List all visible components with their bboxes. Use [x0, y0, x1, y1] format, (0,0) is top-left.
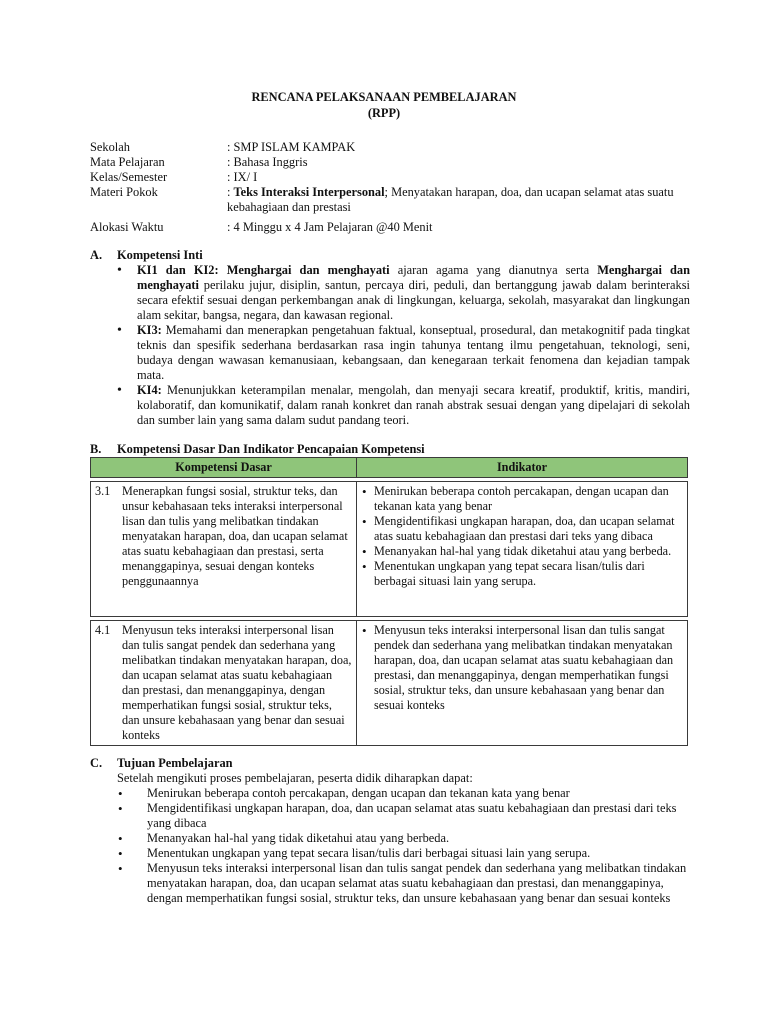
- identity-row-alokasi: [90, 220, 690, 235]
- ki-bold: Menghargai dan menghayati: [137, 263, 690, 292]
- ki-text: ajaran agama yang dianutnya serta: [389, 263, 598, 277]
- kd-text: Menerapkan fungsi sosial, struktur teks, dan unsur kebahasaan teks interaksi interpersonal lisan dan tulis yang melibatkan tindakan menyatakan harapan, doa, dan ucapan selamat atas suatu kebahagiaan dan prestasi, serta menanggapinya, sesuai dengan konteks penggunaannya: [122, 484, 348, 588]
- indicator-item: • Menentukan ungkapan yang tepat secara lisan/tulis dari berbagai situasi lain yang serupa.: [361, 559, 683, 589]
- document-title: RENCANA PELAKSANAAN PEMBELAJARAN: [251, 90, 517, 104]
- indicator-list: [361, 623, 683, 713]
- indicator-item: • Mengidentifikasi ungkapan harapan, doa, dan ucapan selamat atas suatu kebahagiaan dan prestasi dari teks yang dibaca: [361, 514, 683, 544]
- tujuan-item: • Menirukan beberapa contoh percakapan, dengan ucapan dan tekanan kata yang benar: [117, 786, 690, 801]
- section-tujuan: [90, 756, 690, 906]
- identity-value: : 4 Minggu x 4 Jam Pelajaran @40 Menit: [227, 220, 433, 234]
- indicator-cell: [357, 621, 688, 746]
- table-row: [91, 621, 688, 746]
- section-title: Tujuan Pembelajaran: [117, 756, 233, 770]
- identity-row-kelas: [90, 170, 690, 185]
- tujuan-list: [117, 786, 690, 906]
- identity-label: Kelas/Semester: [90, 170, 168, 184]
- identity-label: Mata Pelajaran: [90, 155, 165, 169]
- document-title-block: [0, 89, 768, 121]
- section-title: Kompetensi Dasar Dan Indikator Pencapaian Kompetensi: [117, 442, 425, 456]
- ki-text: perilaku jujur, disiplin, santun, percaya diri, peduli, dan bertanggung jawab dalam berinteraksi secara efektif sesuai dengan perkembangan anak di lingkungan, keluarga, sekolah, masyarakat dan lingkungan alam sekitar, bangsa, negara, dan kawasan regional.: [137, 278, 690, 322]
- kd-cell: [91, 482, 357, 617]
- ki-text: Memahami dan menerapkan pengetahuan faktual, konseptual, prosedural, dan metakognitif pada tingkat teknis dan spesifik sederhana berdasarkan rasa ingin tahunya tentang ilmu pengetahuan, teknologi, seni, budaya dengan wawasan kemanusiaan, kebangsaan, dan kenegaraan terkait fenomena dan kejadian tampak mata.: [137, 323, 690, 382]
- tujuan-item: • Menentukan ungkapan yang tepat secara lisan/tulis dari berbagai situasi lain yang serupa.: [117, 846, 690, 861]
- identity-row-materi: [90, 185, 690, 215]
- tujuan-item: • Menyusun teks interaksi interpersonal lisan dan tulis sangat pendek dan sederhana yang melibatkan tindakan menyatakan harapan, doa, dan ucapan selamat atas suatu kebahagiaan dan prestasi, dan menanggapinya, dengan memperhatikan fungsi sosial, struktur teks, dan unsure kebahasaan yang benar dan sesuai konteks: [117, 861, 690, 906]
- ki-bold: KI1 dan KI2: Menghargai dan menghayati: [137, 263, 390, 277]
- identity-row-sekolah: [90, 140, 690, 155]
- materi-bold: Teks Interaksi Interpersonal: [233, 185, 385, 199]
- identity-value: [227, 185, 687, 215]
- table-header-row: [91, 458, 688, 478]
- ki-bold: KI3:: [137, 323, 162, 337]
- tujuan-body: [90, 771, 690, 906]
- section-title: Kompetensi Inti: [117, 248, 203, 262]
- tujuan-item: • Menanyakan hal-hal yang tidak diketahui atau yang berbeda.: [117, 831, 690, 846]
- section-letter: B.: [90, 442, 102, 456]
- section-heading: [90, 248, 690, 263]
- section-kompetensi-inti: [90, 248, 690, 428]
- tujuan-intro: Setelah mengikuti proses pembelajaran, peserta didik diharapkan dapat:: [117, 771, 473, 785]
- kd-cell: [91, 621, 357, 746]
- identity-value: : IX/ I: [227, 170, 258, 184]
- indicator-list: [361, 484, 683, 589]
- table-header-kd: Kompetensi Dasar: [91, 458, 357, 478]
- ki-item: [90, 263, 690, 323]
- identity-label: Materi Pokok: [90, 185, 158, 199]
- materi-rest: ; Menyatakan harapan, doa, dan ucapan selamat atas suatu kebahagiaan dan prestasi: [227, 185, 674, 214]
- table-row: [91, 482, 688, 617]
- ki-item: [90, 383, 690, 428]
- kd-number: 4.1: [95, 623, 111, 637]
- identity-block: [90, 140, 690, 235]
- identity-value: : Bahasa Inggris: [227, 155, 308, 169]
- identity-row-mapel: [90, 155, 690, 170]
- section-letter: C.: [90, 756, 103, 770]
- kd-indicator-table: [90, 457, 688, 746]
- section-heading: [90, 756, 690, 771]
- kd-text: Menyusun teks interaksi interpersonal lisan dan tulis sangat pendek dan sederhana yang melibatkan tindakan menyatakan harapan, doa, dan ucapan selamat atas suatu kebahagiaan dan prestasi, dan menanggapinya, dengan memperhatikan fungsi sosial, struktur teks, dan unsure kebahasaan yang benar dan sesuai konteks: [122, 623, 352, 742]
- ki-item: [90, 323, 690, 383]
- section-letter: A.: [90, 248, 103, 262]
- ki-text: Menunjukkan keterampilan menalar, mengolah, dan menyaji secara kreatif, produktif, kritis, mandiri, kolaboratif, dan komunikatif, dalam ranah konkret dan ranah abstrak sesuai dengan yang dipelajari di sekolah dan sumber lain yang sama dalam sudut pandang teori.: [137, 383, 690, 427]
- kd-number: 3.1: [95, 484, 111, 498]
- document-subtitle: (RPP): [367, 106, 401, 120]
- tujuan-item: • Mengidentifikasi ungkapan harapan, doa, dan ucapan selamat atas suatu kebahagiaan dan prestasi dari teks yang dibaca: [117, 801, 690, 831]
- identity-label: Alokasi Waktu: [90, 220, 164, 234]
- materi-prefix: :: [227, 185, 234, 199]
- identity-value: : SMP ISLAM KAMPAK: [227, 140, 356, 154]
- identity-label: Sekolah: [90, 140, 130, 154]
- ki-bold: KI4:: [137, 383, 162, 397]
- indicator-item: • Menyusun teks interaksi interpersonal lisan dan tulis sangat pendek dan sederhana yang melibatkan tindakan menyatakan harapan, doa, dan ucapan selamat atas suatu kebahagiaan dan prestasi, dan menanggapinya, dengan memperhatikan fungsi sosial, struktur teks, dan unsure kebahasaan yang benar dan sesuai konteks: [361, 623, 683, 713]
- ki-list: [90, 263, 690, 428]
- indicator-cell: [357, 482, 688, 617]
- table-header-indikator: Indikator: [357, 458, 688, 478]
- indicator-item: • Menirukan beberapa contoh percakapan, dengan ucapan dan tekanan kata yang benar: [361, 484, 683, 514]
- section-kd-heading: [90, 442, 690, 457]
- section-heading: [90, 442, 690, 457]
- indicator-item: • Menanyakan hal-hal yang tidak diketahui atau yang berbeda.: [361, 544, 683, 559]
